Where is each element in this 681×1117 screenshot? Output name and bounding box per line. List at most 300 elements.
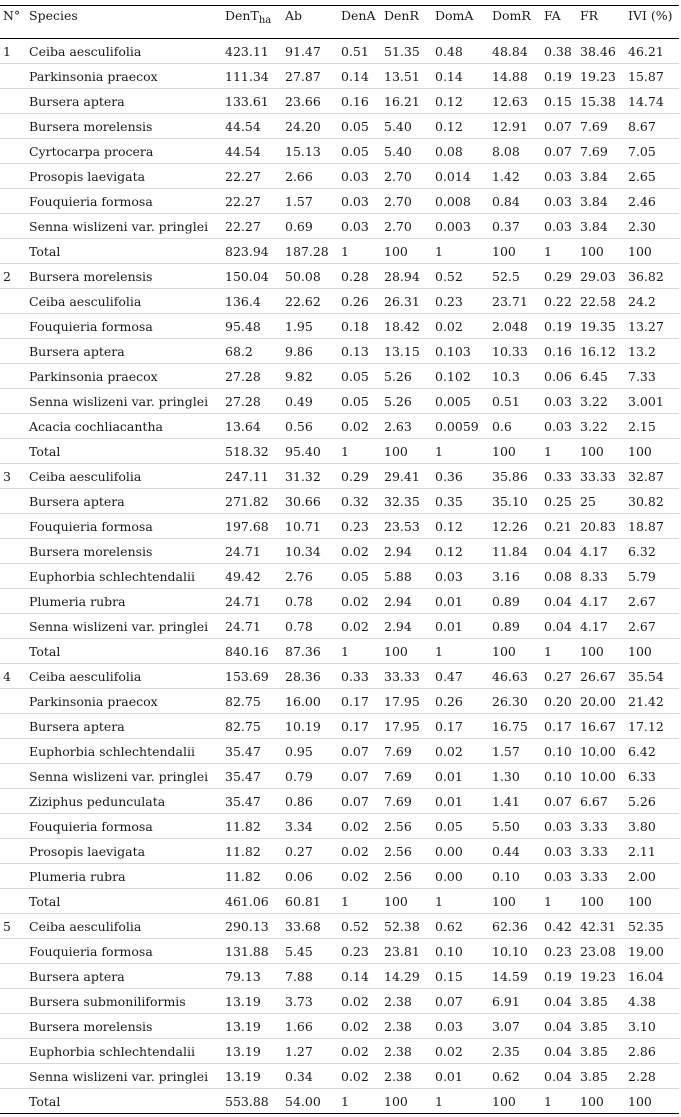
cell-species: Bursera aptera (26, 964, 222, 989)
cell-domr: 0.62 (489, 1064, 541, 1089)
table-row (0, 589, 679, 614)
cell-ab: 54.00 (282, 1089, 338, 1114)
cell-domr: 10.10 (489, 939, 541, 964)
cell-no: 2 (0, 264, 26, 289)
table-row (0, 339, 679, 364)
cell-fa: 0.08 (541, 564, 577, 589)
cell-dent: 22.27 (222, 214, 282, 239)
cell-no (0, 339, 26, 364)
cell-no (0, 764, 26, 789)
cell-fa: 0.21 (541, 514, 577, 539)
cell-dent: 82.75 (222, 714, 282, 739)
cell-fr: 3.84 (577, 164, 625, 189)
cell-dent: 133.61 (222, 89, 282, 114)
cell-fr: 6.45 (577, 364, 625, 389)
cell-domr: 14.88 (489, 64, 541, 89)
cell-domr: 1.42 (489, 164, 541, 189)
cell-denr: 7.69 (381, 739, 432, 764)
cell-dent: 13.19 (222, 1064, 282, 1089)
cell-fa: 0.27 (541, 664, 577, 689)
cell-dent: 44.54 (222, 114, 282, 139)
cell-ab: 24.20 (282, 114, 338, 139)
cell-fa: 0.42 (541, 914, 577, 939)
cell-ivi: 6.33 (625, 764, 679, 789)
cell-fa: 0.15 (541, 89, 577, 114)
col-header-ab: Ab (282, 6, 338, 39)
cell-denr: 17.95 (381, 714, 432, 739)
cell-ivi: 14.74 (625, 89, 679, 114)
cell-denr: 5.88 (381, 564, 432, 589)
cell-dena: 0.05 (338, 564, 381, 589)
cell-doma: 0.12 (432, 114, 489, 139)
cell-doma: 1 (432, 1089, 489, 1114)
table-row (0, 289, 679, 314)
cell-domr: 0.51 (489, 389, 541, 414)
cell-ab: 0.34 (282, 1064, 338, 1089)
cell-doma: 0.08 (432, 139, 489, 164)
cell-dena: 0.02 (338, 839, 381, 864)
cell-ab: 95.40 (282, 439, 338, 464)
cell-domr: 1.41 (489, 789, 541, 814)
cell-denr: 2.38 (381, 1039, 432, 1064)
cell-ab: 22.62 (282, 289, 338, 314)
table-row (0, 614, 679, 639)
cell-no (0, 639, 26, 664)
cell-dena: 0.03 (338, 164, 381, 189)
cell-domr: 0.37 (489, 214, 541, 239)
cell-ab: 33.68 (282, 914, 338, 939)
cell-ivi: 6.32 (625, 539, 679, 564)
cell-dent: 153.69 (222, 664, 282, 689)
cell-denr: 2.56 (381, 864, 432, 889)
cell-dent: 461.06 (222, 889, 282, 914)
cell-ab: 3.73 (282, 989, 338, 1014)
cell-domr: 62.36 (489, 914, 541, 939)
cell-no (0, 689, 26, 714)
cell-no (0, 589, 26, 614)
cell-doma: 0.02 (432, 1039, 489, 1064)
cell-dena: 0.02 (338, 1039, 381, 1064)
total-row (0, 1089, 679, 1114)
cell-doma: 0.48 (432, 39, 489, 64)
cell-ab: 3.34 (282, 814, 338, 839)
cell-dent: 13.19 (222, 1039, 282, 1064)
cell-dent: 197.68 (222, 514, 282, 539)
cell-denr: 5.26 (381, 389, 432, 414)
cell-fr: 25 (577, 489, 625, 514)
cell-ab: 1.66 (282, 1014, 338, 1039)
cell-ivi: 5.26 (625, 789, 679, 814)
cell-domr: 100 (489, 889, 541, 914)
cell-ab: 0.95 (282, 739, 338, 764)
cell-fr: 38.46 (577, 39, 625, 64)
cell-dena: 0.29 (338, 464, 381, 489)
table-row (0, 689, 679, 714)
cell-ab: 23.66 (282, 89, 338, 114)
cell-species: Total (26, 1089, 222, 1114)
cell-species: Bursera morelensis (26, 539, 222, 564)
cell-ivi: 7.05 (625, 139, 679, 164)
cell-fa: 0.03 (541, 839, 577, 864)
cell-ivi: 100 (625, 889, 679, 914)
cell-fa: 0.19 (541, 964, 577, 989)
cell-domr: 10.33 (489, 339, 541, 364)
cell-denr: 28.94 (381, 264, 432, 289)
cell-fr: 15.38 (577, 89, 625, 114)
cell-ivi: 21.42 (625, 689, 679, 714)
table-body (0, 39, 679, 1114)
table-row (0, 39, 679, 64)
cell-no (0, 439, 26, 464)
cell-species: Fouquieria formosa (26, 939, 222, 964)
cell-species: Euphorbia schlechtendalii (26, 564, 222, 589)
cell-fr: 3.85 (577, 1014, 625, 1039)
cell-dena: 0.02 (338, 614, 381, 639)
cell-denr: 7.69 (381, 764, 432, 789)
cell-fa: 0.22 (541, 289, 577, 314)
cell-domr: 1.30 (489, 764, 541, 789)
cell-ivi: 8.67 (625, 114, 679, 139)
cell-species: Senna wislizeni var. pringlei (26, 389, 222, 414)
cell-ivi: 13.2 (625, 339, 679, 364)
cell-dena: 0.23 (338, 939, 381, 964)
cell-fa: 0.04 (541, 1014, 577, 1039)
cell-domr: 8.08 (489, 139, 541, 164)
cell-fa: 0.19 (541, 314, 577, 339)
cell-fr: 3.22 (577, 414, 625, 439)
cell-domr: 12.63 (489, 89, 541, 114)
cell-no (0, 739, 26, 764)
cell-dent: 823.94 (222, 239, 282, 264)
cell-doma: 0.15 (432, 964, 489, 989)
cell-ab: 0.79 (282, 764, 338, 789)
cell-fa: 0.03 (541, 214, 577, 239)
cell-dent: 27.28 (222, 364, 282, 389)
cell-domr: 35.10 (489, 489, 541, 514)
cell-fa: 1 (541, 239, 577, 264)
cell-ivi: 2.46 (625, 189, 679, 214)
cell-domr: 100 (489, 439, 541, 464)
cell-doma: 1 (432, 239, 489, 264)
cell-dena: 0.52 (338, 914, 381, 939)
cell-denr: 29.41 (381, 464, 432, 489)
cell-dent: 271.82 (222, 489, 282, 514)
cell-dent: 22.27 (222, 189, 282, 214)
cell-domr: 52.5 (489, 264, 541, 289)
cell-denr: 5.40 (381, 139, 432, 164)
cell-fr: 7.69 (577, 139, 625, 164)
cell-ab: 31.32 (282, 464, 338, 489)
cell-fr: 3.33 (577, 814, 625, 839)
cell-species: Bursera morelensis (26, 114, 222, 139)
cell-dent: 24.71 (222, 589, 282, 614)
cell-ab: 10.71 (282, 514, 338, 539)
cell-species: Euphorbia schlechtendalii (26, 739, 222, 764)
cell-ab: 5.45 (282, 939, 338, 964)
cell-no (0, 139, 26, 164)
table-row (0, 714, 679, 739)
cell-ivi: 7.33 (625, 364, 679, 389)
col-header-ivi: IVI (%) (625, 6, 679, 39)
cell-dena: 0.13 (338, 339, 381, 364)
cell-domr: 12.91 (489, 114, 541, 139)
cell-dent: 131.88 (222, 939, 282, 964)
cell-doma: 0.07 (432, 989, 489, 1014)
cell-doma: 0.01 (432, 1064, 489, 1089)
cell-dent: 840.16 (222, 639, 282, 664)
cell-species: Fouquieria formosa (26, 314, 222, 339)
cell-no (0, 1014, 26, 1039)
cell-doma: 0.17 (432, 714, 489, 739)
cell-denr: 17.95 (381, 689, 432, 714)
cell-ivi: 2.65 (625, 164, 679, 189)
cell-dena: 0.05 (338, 139, 381, 164)
cell-doma: 0.36 (432, 464, 489, 489)
cell-dent: 111.34 (222, 64, 282, 89)
cell-no (0, 164, 26, 189)
cell-doma: 1 (432, 889, 489, 914)
cell-dent: 11.82 (222, 864, 282, 889)
cell-fa: 1 (541, 889, 577, 914)
cell-doma: 0.12 (432, 89, 489, 114)
cell-species: Total (26, 439, 222, 464)
cell-species: Senna wislizeni var. pringlei (26, 214, 222, 239)
cell-dena: 0.02 (338, 989, 381, 1014)
table-row (0, 839, 679, 864)
cell-doma: 0.01 (432, 589, 489, 614)
cell-dena: 0.51 (338, 39, 381, 64)
cell-no (0, 489, 26, 514)
cell-doma: 0.01 (432, 764, 489, 789)
cell-doma: 0.014 (432, 164, 489, 189)
cell-denr: 2.70 (381, 189, 432, 214)
cell-dena: 0.02 (338, 414, 381, 439)
table-row (0, 989, 679, 1014)
cell-ab: 1.95 (282, 314, 338, 339)
cell-fr: 3.84 (577, 214, 625, 239)
cell-fr: 23.08 (577, 939, 625, 964)
cell-domr: 0.10 (489, 864, 541, 889)
cell-no (0, 514, 26, 539)
cell-fr: 100 (577, 889, 625, 914)
cell-no (0, 64, 26, 89)
cell-fr: 100 (577, 639, 625, 664)
cell-species: Parkinsonia praecox (26, 689, 222, 714)
cell-fa: 0.04 (541, 1039, 577, 1064)
cell-species: Fouquieria formosa (26, 814, 222, 839)
cell-dena: 1 (338, 439, 381, 464)
cell-denr: 32.35 (381, 489, 432, 514)
cell-fa: 1 (541, 639, 577, 664)
table-row (0, 389, 679, 414)
table-row (0, 939, 679, 964)
cell-species: Prosopis laevigata (26, 164, 222, 189)
cell-fa: 0.10 (541, 739, 577, 764)
cell-denr: 13.51 (381, 64, 432, 89)
cell-species: Total (26, 889, 222, 914)
cell-ivi: 2.67 (625, 589, 679, 614)
cell-dent: 82.75 (222, 689, 282, 714)
cell-ab: 9.86 (282, 339, 338, 364)
cell-species: Parkinsonia praecox (26, 64, 222, 89)
cell-fr: 100 (577, 239, 625, 264)
cell-dena: 0.33 (338, 664, 381, 689)
cell-fr: 3.85 (577, 989, 625, 1014)
cell-ab: 2.76 (282, 564, 338, 589)
cell-doma: 0.26 (432, 689, 489, 714)
cell-doma: 0.52 (432, 264, 489, 289)
cell-fr: 4.17 (577, 614, 625, 639)
cell-dena: 0.17 (338, 714, 381, 739)
cell-dena: 0.16 (338, 89, 381, 114)
cell-dent: 423.11 (222, 39, 282, 64)
cell-doma: 0.10 (432, 939, 489, 964)
cell-ivi: 15.87 (625, 64, 679, 89)
cell-species: Plumeria rubra (26, 589, 222, 614)
cell-dena: 0.07 (338, 739, 381, 764)
cell-no (0, 539, 26, 564)
cell-species: Prosopis laevigata (26, 839, 222, 864)
cell-domr: 100 (489, 1089, 541, 1114)
cell-denr: 7.69 (381, 789, 432, 814)
cell-fa: 1 (541, 439, 577, 464)
cell-denr: 2.63 (381, 414, 432, 439)
cell-ivi: 2.67 (625, 614, 679, 639)
cell-fa: 0.04 (541, 1064, 577, 1089)
cell-fa: 0.03 (541, 414, 577, 439)
table-row (0, 214, 679, 239)
cell-dent: 247.11 (222, 464, 282, 489)
cell-denr: 100 (381, 1089, 432, 1114)
cell-ivi: 32.87 (625, 464, 679, 489)
cell-no (0, 239, 26, 264)
cell-ab: 0.78 (282, 614, 338, 639)
cell-fr: 10.00 (577, 764, 625, 789)
cell-ivi: 4.38 (625, 989, 679, 1014)
cell-no (0, 864, 26, 889)
cell-domr: 0.89 (489, 614, 541, 639)
table-row (0, 314, 679, 339)
cell-dent: 150.04 (222, 264, 282, 289)
cell-fr: 3.33 (577, 864, 625, 889)
table-row (0, 564, 679, 589)
cell-no (0, 964, 26, 989)
cell-species: Ceiba aesculifolia (26, 289, 222, 314)
table-row (0, 814, 679, 839)
cell-ab: 2.66 (282, 164, 338, 189)
cell-ivi: 2.86 (625, 1039, 679, 1064)
cell-fr: 20.83 (577, 514, 625, 539)
cell-ivi: 24.2 (625, 289, 679, 314)
cell-denr: 16.21 (381, 89, 432, 114)
cell-doma: 0.12 (432, 539, 489, 564)
cell-dent: 44.54 (222, 139, 282, 164)
cell-dent: 22.27 (222, 164, 282, 189)
cell-dent: 13.19 (222, 1014, 282, 1039)
header-row (0, 6, 679, 39)
cell-ivi: 2.30 (625, 214, 679, 239)
cell-no (0, 939, 26, 964)
cell-dent: 13.64 (222, 414, 282, 439)
cell-domr: 23.71 (489, 289, 541, 314)
cell-fr: 3.33 (577, 839, 625, 864)
cell-ab: 16.00 (282, 689, 338, 714)
cell-fa: 0.17 (541, 714, 577, 739)
cell-dent: 95.48 (222, 314, 282, 339)
cell-species: Parkinsonia praecox (26, 364, 222, 389)
cell-denr: 100 (381, 639, 432, 664)
cell-fa: 0.25 (541, 489, 577, 514)
cell-denr: 2.56 (381, 814, 432, 839)
cell-no (0, 414, 26, 439)
cell-ab: 10.19 (282, 714, 338, 739)
cell-dent: 13.19 (222, 989, 282, 1014)
cell-ab: 28.36 (282, 664, 338, 689)
cell-ab: 10.34 (282, 539, 338, 564)
col-header-fr: FR (577, 6, 625, 39)
cell-no (0, 889, 26, 914)
cell-species: Senna wislizeni var. pringlei (26, 614, 222, 639)
cell-fr: 7.69 (577, 114, 625, 139)
cell-fr: 19.35 (577, 314, 625, 339)
table-row (0, 189, 679, 214)
cell-doma: 1 (432, 439, 489, 464)
cell-dena: 0.18 (338, 314, 381, 339)
cell-dent: 290.13 (222, 914, 282, 939)
cell-fa: 0.07 (541, 139, 577, 164)
cell-domr: 5.50 (489, 814, 541, 839)
cell-denr: 2.94 (381, 539, 432, 564)
cell-doma: 0.35 (432, 489, 489, 514)
table-row (0, 1039, 679, 1064)
cell-fa: 0.07 (541, 789, 577, 814)
cell-dent: 24.71 (222, 614, 282, 639)
cell-dent: 49.42 (222, 564, 282, 589)
cell-dent: 35.47 (222, 739, 282, 764)
table-row (0, 139, 679, 164)
cell-fa: 0.33 (541, 464, 577, 489)
cell-ab: 27.87 (282, 64, 338, 89)
cell-ivi: 6.42 (625, 739, 679, 764)
cell-ivi: 36.82 (625, 264, 679, 289)
cell-doma: 0.02 (432, 314, 489, 339)
cell-species: Ziziphus pedunculata (26, 789, 222, 814)
cell-ab: 0.86 (282, 789, 338, 814)
cell-dena: 0.05 (338, 114, 381, 139)
cell-ab: 0.56 (282, 414, 338, 439)
cell-species: Total (26, 239, 222, 264)
cell-denr: 2.94 (381, 589, 432, 614)
cell-denr: 2.70 (381, 164, 432, 189)
cell-fa: 0.04 (541, 989, 577, 1014)
cell-doma: 0.62 (432, 914, 489, 939)
cell-dena: 0.05 (338, 389, 381, 414)
cell-ab: 0.27 (282, 839, 338, 864)
cell-dent: 35.47 (222, 789, 282, 814)
cell-species: Ceiba aesculifolia (26, 39, 222, 64)
cell-no: 1 (0, 39, 26, 64)
table-row (0, 964, 679, 989)
cell-species: Total (26, 639, 222, 664)
species-importance-table (0, 5, 679, 1114)
col-header-species: Species (26, 6, 222, 39)
cell-fr: 16.12 (577, 339, 625, 364)
cell-fr: 8.33 (577, 564, 625, 589)
cell-denr: 2.38 (381, 989, 432, 1014)
cell-fa: 0.03 (541, 189, 577, 214)
cell-no (0, 1039, 26, 1064)
cell-fr: 22.58 (577, 289, 625, 314)
